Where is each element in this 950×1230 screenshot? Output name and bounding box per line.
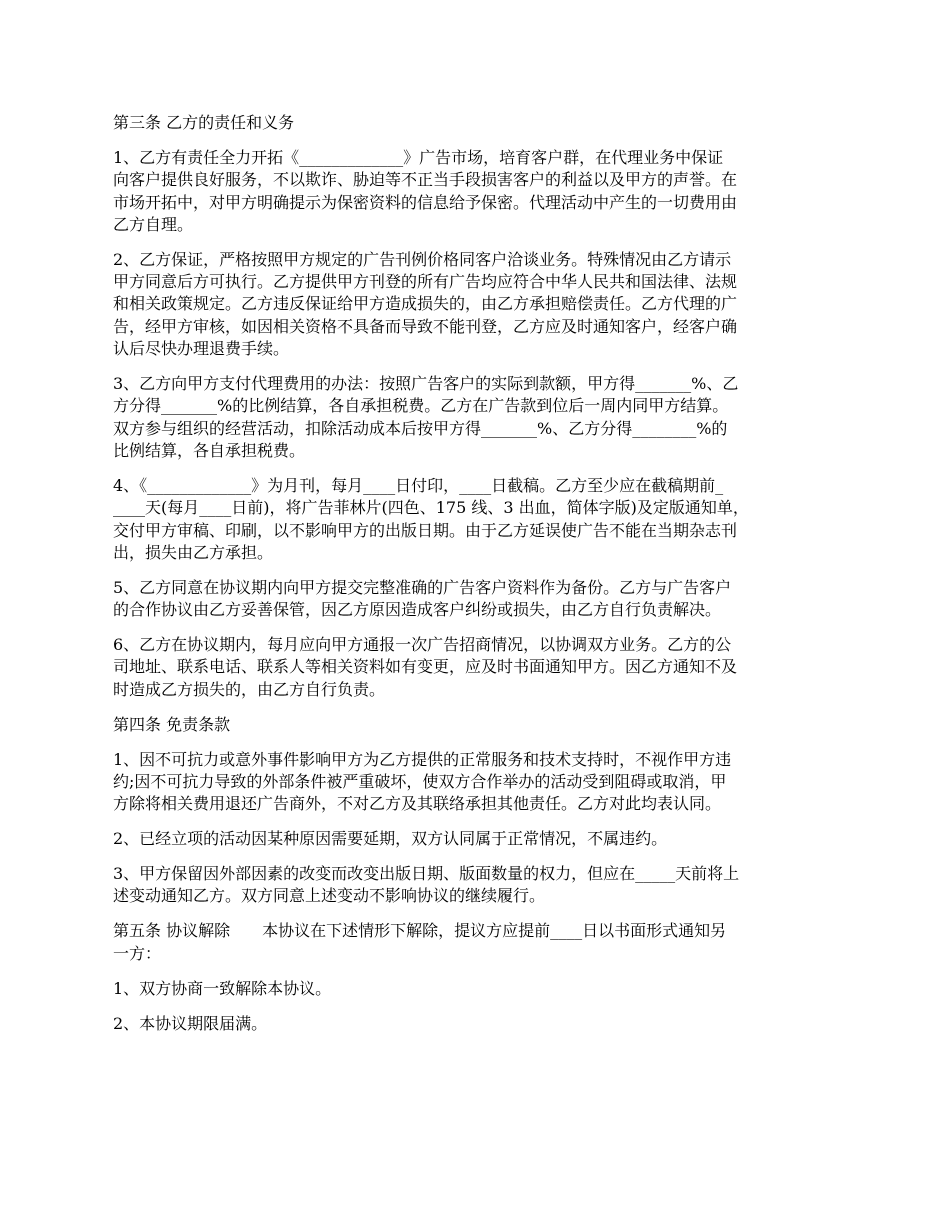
text-line: 5、乙方同意在协议期内向甲方提交完整准确的广告客户资料作为备份。乙方与广告客户 xyxy=(113,577,732,597)
text-line: 告，经甲方审核，如因相关资格不具备而导致不能刊登，乙方应及时通知客户，经客户确 xyxy=(113,316,738,336)
text-line: 1、双方协商一致解除本协议。 xyxy=(113,978,332,998)
article-3-clause-3 xyxy=(113,373,841,462)
text-line: 认后尽快办理退费手续。 xyxy=(113,339,290,359)
article-3-clause-1 xyxy=(113,147,841,236)
text-line: 比例结算，各自承担税费。 xyxy=(113,440,306,460)
text-line: 1、因不可抗力或意外事件影响甲方为乙方提供的正常服务和技术支持时，不视作甲方违 xyxy=(113,749,732,769)
text-line: 6、乙方在协议期内，每月应向甲方通报一次广告招商情况，以协调双方业务。乙方的公 xyxy=(113,635,732,655)
text-line: 2、乙方保证，严格按照甲方规定的广告刊例价格同客户洽谈业务。特殊情况由乙方请示 xyxy=(113,249,732,269)
article-4-heading xyxy=(113,714,841,736)
text-line: 约;因不可抗力导致的外部条件被严重破坏，使双方合作举办的活动受到阻碍或取消，甲 xyxy=(113,771,727,791)
text-line: 3、乙方向甲方支付代理费用的办法：按照广告客户的实际到款额，甲方得_______%、乙 xyxy=(113,374,739,394)
text-line: 2、已经立项的活动因某种原因需要延期，双方认同属于正常情况，不属违约。 xyxy=(113,829,668,849)
text-line: 第五条 协议解除 本协议在下述情形下解除，提议方应提前____日以书面形式通知另 xyxy=(113,921,727,941)
text-line: 3、甲方保留因外部因素的改变而改变出版日期、版面数量的权力，但应在_____天前将上 xyxy=(113,864,740,884)
text-line: 述变动通知乙方。双方同意上述变动不影响协议的继续履行。 xyxy=(113,886,546,906)
text-line: 甲方同意后方可执行。乙方提供甲方刊登的所有广告均应符合中华人民共和国法律、法规 xyxy=(113,272,738,292)
article-3-clause-5 xyxy=(113,577,841,622)
article-5-clause-1 xyxy=(113,978,841,1000)
article-5-heading xyxy=(113,920,841,965)
text-line: 方分得_______%的比例结算，各自承担税费。乙方在广告款到位后一周内同甲方结算。 xyxy=(113,396,729,416)
text-line: 司地址、联系电话、联系人等相关资料如有变更，应及时书面通知甲方。因乙方通知不及 xyxy=(113,657,738,677)
document-page xyxy=(113,112,841,1048)
text-line: 一方： xyxy=(113,943,162,963)
text-line: 的合作协议由乙方妥善保管，因乙方原因造成客户纠纷或损失，由乙方自行负责解决。 xyxy=(113,600,722,620)
article-5-clause-2 xyxy=(113,1013,841,1035)
article-3-clause-6 xyxy=(113,634,841,701)
text-line: 双方参与组织的经营活动，扣除活动成本后按甲方得_______%、乙方分得________%的 xyxy=(113,418,728,438)
text-line: 向客户提供良好服务，不以欺诈、胁迫等不正当手段损害客户的利益以及甲方的声誉。在 xyxy=(113,170,738,190)
text-line: 4、《_____________》为月刊，每月____日付印，____日截稿。乙方至少应在截稿期前_ xyxy=(113,475,724,495)
text-line: 市场开拓中，对甲方明确提示为保密资料的信息给予保密。代理活动中产生的一切费用由 xyxy=(113,192,738,212)
text-line: 和相关政策规定。乙方违反保证给甲方造成损失的，由乙方承担赔偿责任。乙方代理的广 xyxy=(113,294,738,314)
article-3-clause-2 xyxy=(113,249,841,360)
article-3-heading xyxy=(113,112,841,134)
text-line: 乙方自理。 xyxy=(113,214,194,234)
text-line: 交付甲方审稿、印刷，以不影响甲方的出版日期。由于乙方延误使广告不能在当期杂志刊 xyxy=(113,520,738,540)
text-line: 1、乙方有责任全力开拓《_____________》广告市场，培育客户群，在代理业务中保证 xyxy=(113,147,724,167)
text-line: 2、本协议期限届满。 xyxy=(113,1013,268,1033)
text-line: 方除将相关费用退还广告商外，不对乙方及其联络承担其他责任。乙方对此均表认同。 xyxy=(113,794,722,814)
article-4-clause-3 xyxy=(113,863,841,908)
article-4-clause-1 xyxy=(113,749,841,816)
text-line: 第四条 免责条款 xyxy=(113,714,231,734)
text-line: ____天(每月____日前)，将广告菲林片(四色、175 线、3 出血，简体字版)及定版通知单， xyxy=(113,498,749,518)
article-3-clause-4 xyxy=(113,475,841,564)
text-line: 出，损失由乙方承担。 xyxy=(113,542,274,562)
text-line: 时造成乙方损失的，由乙方自行负责。 xyxy=(113,679,386,699)
article-4-clause-2 xyxy=(113,828,841,850)
text-line: 第三条 乙方的责任和义务 xyxy=(113,113,295,132)
